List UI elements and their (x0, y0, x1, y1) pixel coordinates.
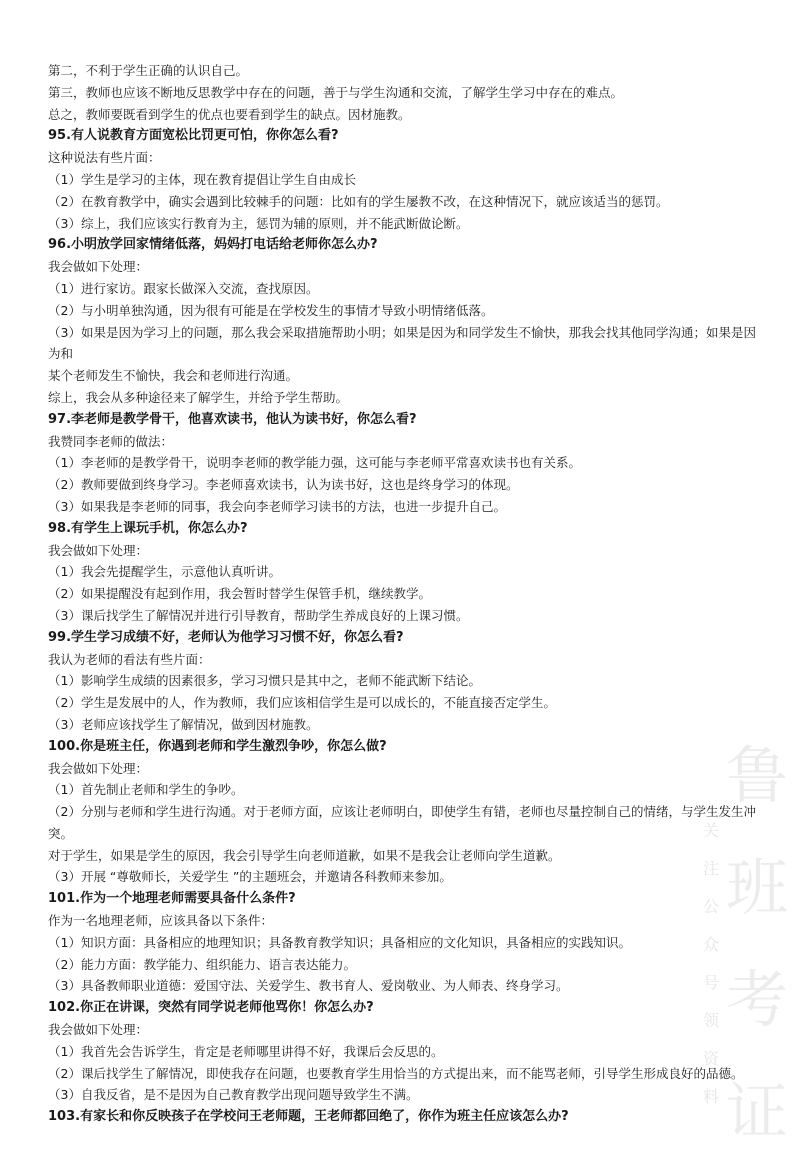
text-line: （1）我会先提醒学生，示意他认真听讲。 (48, 564, 281, 580)
text-line: （2）如果提醒没有起到作用，我会暂时替学生保管手机，继续教学。 (48, 586, 431, 602)
text-line: （1）知识方面：具备相应的地理知识；具备教育教学知识；具备相应的文化知识，具备相应的实践知识。 (48, 934, 631, 950)
question-heading: 103.有家长和你反映孩子在学校问王老师题，王老师都回绝了，你作为班主任应该怎么办? (48, 1109, 569, 1125)
text-line: （3）开展 “尊敬师长，关爱学生 ”的主题班会，并邀请各科教师来参加。 (48, 869, 452, 885)
question-heading: 100.你是班主任，你遇到老师和学生激烈争吵，你怎么做? (48, 738, 387, 754)
watermark-small-char: 注 (702, 859, 719, 878)
text-line: （1）影响学生成绩的因素很多，学习习惯只是其中之，老师不能武断下结论。 (48, 673, 481, 689)
text-line: （3）综上，我们应该实行教育为主，惩罚为辅的原则，并不能武断做论断。 (48, 215, 469, 231)
question-heading: 97.李老师是教学骨干，他喜欢读书，他认为读书好，你怎么看? (48, 411, 417, 427)
watermark-char: 班 (725, 851, 788, 924)
text-line: （1）进行家访。跟家长做深入交流，查找原因。 (48, 280, 319, 296)
text-line: （3）课后找学生了解情况并进行引导教育，帮助学生养成良好的上课习惯。 (48, 607, 469, 623)
text-line: （1）我首先会告诉学生，肯定是老师哪里讲得不好，我课后会反思的。 (48, 1043, 444, 1059)
text-line: （2）能力方面：教学能力、组织能力、语言表达能力。 (48, 956, 356, 972)
text-line: 对于学生，如果是学生的原因，我会引导学生向老师道歉，如果不是我会让老师向学生道歉。 (48, 847, 561, 863)
text-line: 这种说法有些片面： (48, 150, 161, 166)
watermark-small-char: 关 (702, 821, 719, 840)
document-body (48, 60, 760, 1128)
text-line: 我会做如下处理： (48, 760, 149, 776)
text-line: （3）具备教师职业道德：爱国守法、关爱学生、教书育人、爱岗敬业、为人师表、终身学习。 (48, 978, 569, 994)
watermark-small-char: 资 (702, 1049, 719, 1068)
text-line: （3）如果是因为学习上的问题，那么我会采取措施帮助小明；如果是因为和同学发生不愉快，那我会找其他同学沟通；如果是因为和 (48, 324, 756, 362)
text-line: （2）分别与老师和学生进行沟通。对于老师方面，应该让老师明白，即使学生有错，老师也尽量控制自己的情绪，与学生发生冲突。 (48, 804, 756, 841)
question-heading: 101.作为一个地理老师需要具备什么条件? (48, 891, 296, 907)
text-line: （3）老师应该找学生了解情况，做到因材施教。 (48, 716, 319, 732)
text-line: （2）与小明单独沟通，因为很有可能是在学校发生的事情才导致小明情绪低落。 (48, 302, 494, 318)
text-line: （3）自我反省，是不是因为自己教育教学出现问题导致学生不满。 (48, 1087, 419, 1103)
text-line: 综上，我会从多种途径来了解学生，并给予学生帮助。 (48, 389, 349, 405)
watermark-char: 鲁 (725, 739, 788, 812)
question-heading: 99.学生学习成绩不好，老师认为他学习习惯不好，你怎么看? (48, 629, 404, 645)
text-line: 总之，教师要既看到学生的优点也要看到学生的缺点。因材施教。 (48, 106, 411, 122)
text-line: 我会做如下处理： (48, 542, 149, 558)
text-line: （2）学生是发展中的人，作为教师，我们应该相信学生是可以成长的，不能直接否定学生。 (48, 695, 556, 711)
watermark-small-char: 料 (702, 1087, 719, 1106)
watermark-small-char: 号 (702, 973, 719, 992)
question-heading: 98.有学生上课玩手机，你怎么办? (48, 520, 248, 536)
watermark-char: 考 (725, 963, 788, 1036)
text-line: （1）学生是学习的主体，现在教育提倡让学生自由成长 (48, 171, 356, 187)
watermark-small-char: 众 (702, 935, 719, 954)
watermark-char: 证 (725, 1075, 788, 1148)
text-line: （3）如果我是李老师的同事，我会向李老师学习读书的方法，也进一步提升自己。 (48, 498, 506, 514)
text-line: 作为一名地理老师，应该具备以下条件： (48, 913, 274, 929)
text-line: （2）在教育教学中，确实会遇到比较棘手的问题：比如有的学生屡教不改，在这种情况下，就应该适当的惩罚。 (48, 193, 669, 209)
text-line: （2）课后找学生了解情况，即使我存在问题，也要教育学生用恰当的方式提出来，而不能骂老师，引导学生形成良好的品德。 (48, 1065, 744, 1081)
question-heading: 102.你正在讲课，突然有同学说老师他骂你！你怎么办? (48, 1000, 374, 1016)
watermark-small-char: 领 (702, 1011, 719, 1030)
text-line: （1）首先制止老师和学生的争吵。 (48, 782, 244, 798)
text-line: 我赞同李老师的做法： (48, 433, 174, 449)
question-heading: 96.小明放学回家情绪低落，妈妈打电话给老师你怎么办? (48, 237, 378, 253)
text-line: 我会做如下处理： (48, 1022, 149, 1038)
text-line: （1）李老师的是教学骨干，说明李老师的教学能力强，这可能与李老师平常喜欢读书也有关系。 (48, 455, 581, 471)
text-line: 某个老师发生不愉快，我会和老师进行沟通。 (48, 368, 299, 384)
text-line: 我认为老师的看法有些片面： (48, 651, 211, 667)
watermark-small-char: 公 (702, 897, 719, 916)
text-line: 我会做如下处理： (48, 259, 149, 275)
question-heading: 95.有人说教育方面宽松比罚更可怕，你你怎么看? (48, 128, 339, 144)
text-line: 第二，不利于学生正确的认识自己。 (48, 63, 249, 78)
text-line: 第三，教师也应该不断地反思教学中存在的问题，善于与学生沟通和交流，了解学生学习中存在的难点。 (48, 84, 624, 100)
text-line: （2）教师要做到终身学习。李老师喜欢读书，认为读书好，这也是终身学习的体现。 (48, 477, 519, 493)
